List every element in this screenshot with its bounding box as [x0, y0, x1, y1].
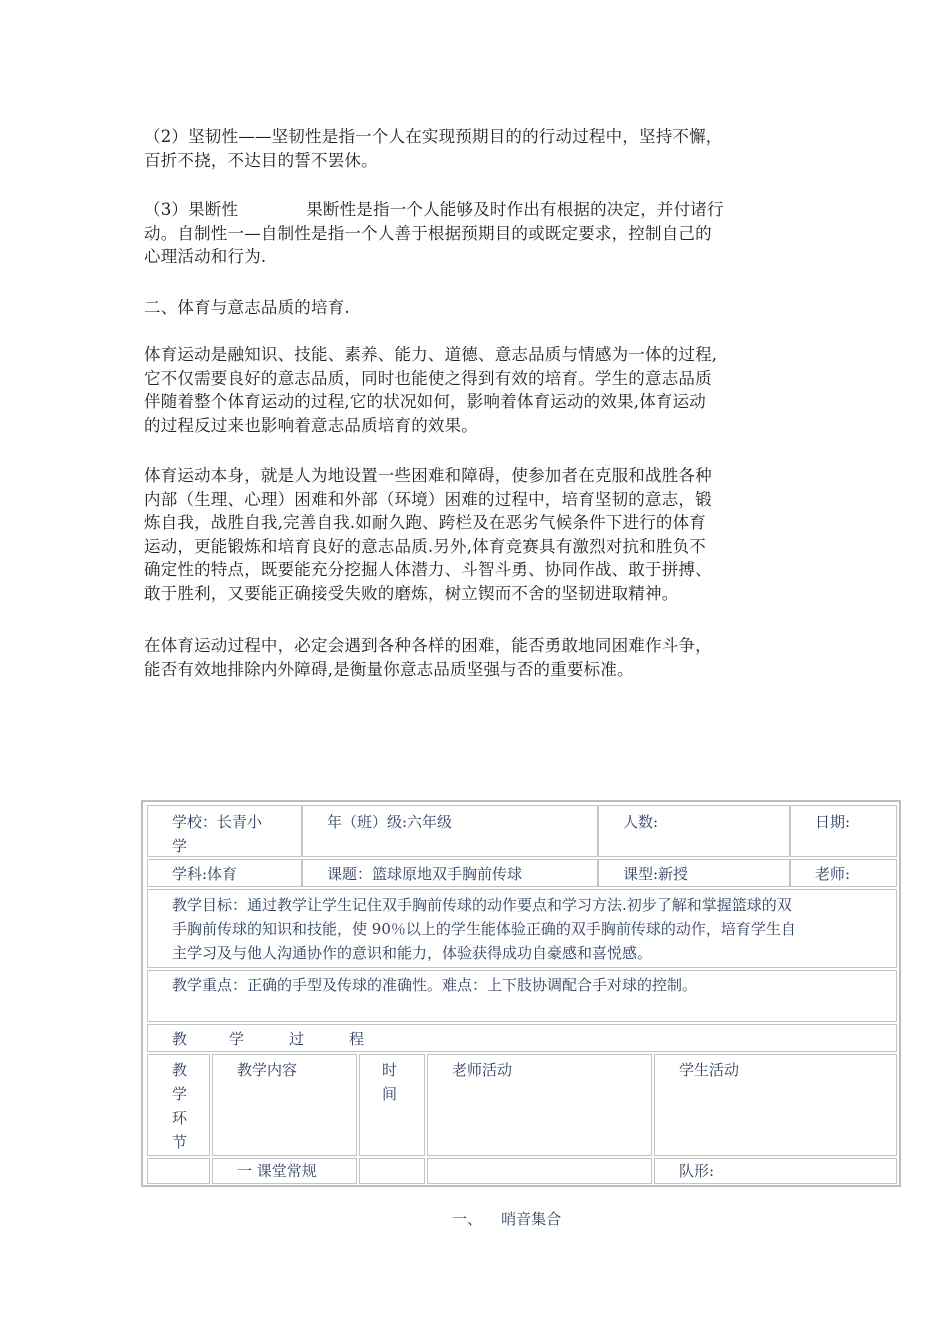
text-line: 运动，更能锻炼和培育良好的意志品质.另外,体育竞赛具有激烈对抗和胜负不 [144, 536, 706, 556]
cell-text: 间 [382, 1085, 398, 1103]
cell-text: 年（班）级:六年级 [327, 813, 453, 831]
cell-text: 学科:体育 [172, 865, 238, 883]
lesson-plan-table [141, 800, 901, 1228]
col-header-student-activity [654, 1054, 897, 1156]
cell-text: 一 课堂常规 [237, 1162, 317, 1180]
cell-text: 手胸前传球的知识和技能，使 90％以上的学生能体验正确的双手胸前传球的动作，培育学生自 [172, 920, 796, 938]
cell-grade [302, 805, 598, 857]
text-line [144, 198, 814, 222]
text-line: 在体育运动过程中，必定会遇到各种各样的困难，能否勇敢地同困难作斗争， [144, 636, 712, 655]
cell-text: 一、 哨音集合 [452, 1210, 562, 1228]
cell-teacher-activity [427, 1158, 652, 1228]
text-line: 二、体育与意志品质的培育. [144, 298, 350, 317]
cell-type [598, 859, 790, 887]
col-header-content [212, 1054, 357, 1156]
text-line: 能否有效地排除内外障碍,是衡量你意志品质坚强与否的重要标准。 [144, 659, 634, 679]
text-line: 百折不挠，不达目的誓不罢休。 [144, 150, 378, 170]
cell-time [359, 1158, 425, 1184]
cell-text: 课型:新授 [623, 865, 689, 883]
cell-text: 日期: [815, 813, 851, 831]
text-line: 体育运动本身，就是人为地设置一些困难和障碍，使参加者在克服和战胜各种 [144, 466, 712, 485]
decisiveness-heading: （3）果断性 [144, 200, 239, 219]
cell-text: 学校：长青小 [172, 813, 263, 831]
text-line: 的过程反过来也影响着意志品质培育的效果。 [144, 415, 478, 435]
section-heading [144, 296, 814, 320]
cell-text: 节 [172, 1133, 188, 1151]
cell-content [212, 1158, 357, 1184]
cell-text: 队形: [679, 1162, 715, 1180]
cell-text: 时 [382, 1061, 398, 1079]
col-header-teacher-activity [427, 1054, 652, 1156]
cell-text: 学 [172, 837, 188, 855]
text-line: 炼自我，战胜自我,完善自我.如耐久跑、跨栏及在恶劣气候条件下进行的体育 [144, 513, 706, 532]
paragraph-sports-obstacles [144, 464, 814, 605]
cell-text: 主学习及与他人沟通协作的意识和能力，体验获得成功自豪感和喜悦感。 [172, 944, 653, 962]
process-char: 教 [172, 1030, 188, 1048]
cell-process-heading [147, 1024, 897, 1052]
cell-teaching-focus [147, 970, 897, 1022]
cell-text: 教学重点：正确的手型及传球的准确性。难点：上下肢协调配合手对球的控制。 [172, 976, 698, 994]
paragraph-decisiveness [144, 198, 814, 269]
text-line: 确定性的特点，既要能充分挖掘人体潜力、斗智斗勇、协同作战、敢于拼搏、 [144, 560, 712, 579]
cell-text: 教学目标：通过教学让学生记住双手胸前传球的动作要点和学习方法.初步了解和掌握篮球的双 [172, 896, 792, 914]
cell-topic [302, 859, 598, 887]
col-header-stage [147, 1054, 210, 1156]
cell-date [790, 805, 897, 857]
cell-subject [147, 859, 302, 887]
text-line: 体育运动是融知识、技能、素养、能力、道德、意志品质与情感为一体的过程, [144, 345, 718, 364]
text-line: 动。自制性一—自制性是指一个人善于根据预期目的或既定要求，控制自己的 [144, 223, 712, 243]
paragraph-sports-intro [144, 343, 814, 437]
text-line: 它不仅需要良好的意志品质，同时也能使之得到有效的培育。学生的意志品质 [144, 368, 712, 388]
cell-text: 学 [172, 1085, 188, 1103]
process-char: 程 [349, 1030, 365, 1048]
cell-stage [147, 1158, 210, 1184]
process-char: 学 [229, 1030, 245, 1048]
text-line: 心理活动和行为. [144, 247, 267, 266]
cell-text: 老师: [815, 865, 851, 883]
cell-text: 学生活动 [679, 1061, 740, 1079]
col-header-time [359, 1054, 425, 1156]
cell-teaching-goal [147, 889, 897, 968]
cell-school [147, 805, 302, 857]
paragraph-conclusion [144, 634, 814, 681]
text-line: 伴随着整个体育运动的过程,它的状况如何，影响着体育运动的效果,体育运动 [144, 392, 706, 411]
cell-teacher [790, 859, 897, 887]
cell-student-activity [654, 1158, 897, 1184]
cell-text: 老师活动 [452, 1061, 513, 1079]
paragraph-tenacity [144, 125, 814, 172]
cell-text: 课题：篮球原地双手胸前传球 [327, 865, 523, 883]
cell-text: 教学内容 [237, 1061, 298, 1079]
text-line: 敢于胜利，又要能正确接受失败的磨炼，树立锲而不舍的坚韧进取精神。 [144, 583, 679, 603]
text-line: （2）坚韧性——坚韧性是指一个人在实现预期目的的行动过程中，坚持不懈， [144, 127, 723, 146]
cell-count [598, 805, 790, 857]
cell-text: 环 [172, 1109, 188, 1127]
decisiveness-text: 果断性是指一个人能够及时作出有根据的决定，并付诸行 [306, 200, 724, 219]
text-line: 内部（生理、心理）困难和外部（环境）困难的过程中，培育坚韧的意志，锻 [144, 489, 712, 509]
cell-text: 教 [172, 1061, 188, 1079]
cell-text: 人数: [623, 813, 659, 831]
process-char: 过 [289, 1030, 305, 1048]
